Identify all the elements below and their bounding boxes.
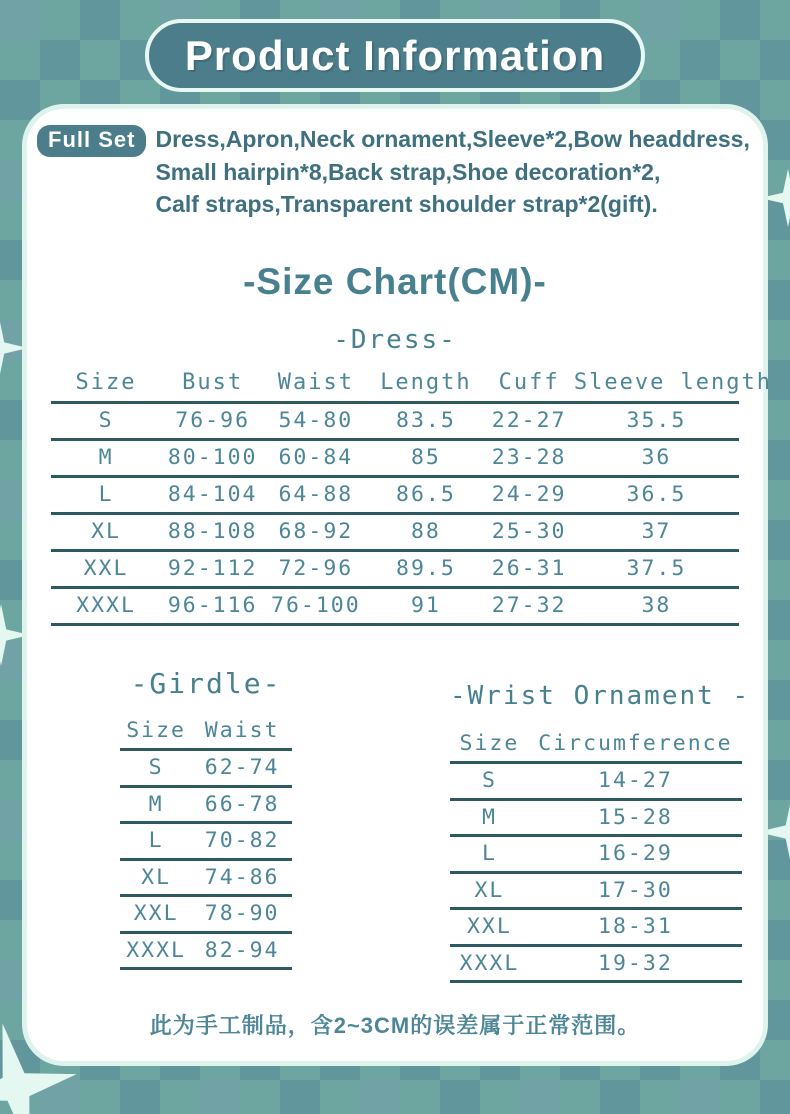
column-header: Size	[126, 718, 186, 743]
table-cell: 82-94	[204, 937, 280, 963]
page-title-banner	[145, 19, 645, 92]
table-row	[51, 476, 739, 513]
content-card	[22, 104, 773, 1066]
table-cell: 80-100	[167, 445, 258, 470]
table-row	[51, 550, 739, 587]
wrist-table-title: -Wrist Ornament -	[450, 681, 751, 711]
table-cell: 37.5	[626, 556, 687, 581]
table-cell: S	[148, 755, 164, 781]
girdle-table-title: -Girdle-	[130, 667, 282, 700]
table-cell: 23-28	[491, 445, 567, 470]
full-set-line: Dress,Apron,Neck ornament,Sleeve*2,Bow headdress,	[155, 126, 750, 152]
table-row	[51, 402, 739, 439]
table-cell: 19-32	[598, 950, 673, 976]
table-cell: 74-86	[204, 864, 280, 890]
table-cell: 26-31	[491, 556, 567, 581]
table-row	[120, 786, 292, 823]
table-cell: S	[481, 768, 497, 794]
table-cell: 27-32	[491, 593, 567, 618]
table-cell: 86.5	[396, 482, 456, 507]
table-cell: L	[481, 841, 497, 867]
column-header: Sleeve length	[573, 370, 773, 396]
column-header: Circumference	[538, 731, 733, 756]
table-cell: XXL	[466, 914, 512, 940]
table-cell: 64-88	[278, 482, 354, 507]
table-row	[450, 763, 742, 800]
column-header: Size	[75, 370, 137, 396]
table-cell: 76-96	[175, 408, 251, 433]
table-cell: XL	[474, 877, 505, 903]
table-cell: 78-90	[204, 901, 280, 927]
table-cell: L	[98, 482, 114, 507]
column-header: Waist	[277, 370, 354, 396]
table-row	[450, 945, 742, 982]
table-cell: 25-30	[491, 519, 567, 544]
table-cell: 88-108	[167, 519, 258, 544]
table-cell: 54-80	[278, 408, 354, 433]
table-cell: 66-78	[204, 791, 280, 817]
table-cell: 83.5	[396, 408, 456, 433]
full-set-badge: Full Set	[37, 125, 146, 157]
column-header: Size	[459, 731, 520, 756]
table-cell: 89.5	[396, 556, 456, 581]
table-cell: 91	[410, 593, 441, 618]
table-cell: M	[481, 804, 497, 830]
girdle-size-table	[120, 713, 292, 970]
table-row	[450, 909, 742, 946]
table-cell: 38	[641, 593, 672, 618]
table-cell: XXL	[133, 901, 179, 927]
dress-table-title: -Dress-	[333, 325, 457, 355]
table-cell: XXL	[83, 556, 129, 581]
wrist-size-table	[450, 726, 742, 983]
table-cell: M	[148, 791, 164, 817]
table-cell: XXXL	[76, 593, 136, 618]
page-title: Product Information	[184, 31, 606, 79]
table-cell: 92-112	[167, 556, 258, 581]
table-cell: 72-96	[278, 556, 354, 581]
table-row	[51, 587, 739, 624]
table-cell: L	[148, 828, 164, 854]
table-cell: 16-29	[598, 841, 673, 867]
full-set-line: Calf straps,Transparent shoulder strap*2(gift).	[155, 191, 658, 217]
table-row	[120, 859, 292, 896]
table-row	[120, 823, 292, 860]
dress-size-table	[51, 365, 773, 626]
table-header-row	[450, 726, 742, 763]
column-header: Length	[380, 370, 472, 396]
full-set-section	[37, 123, 757, 221]
table-cell: 96-116	[167, 593, 258, 618]
table-cell: 60-84	[278, 445, 354, 470]
full-set-line: Small hairpin*8,Back strap,Shoe decoration*2,	[155, 158, 661, 185]
table-cell: 88	[410, 519, 441, 544]
table-cell: 15-28	[598, 804, 673, 830]
table-cell: 36.5	[626, 482, 687, 507]
table-cell: 17-30	[598, 877, 673, 903]
table-header-row	[51, 365, 739, 402]
table-cell: 70-82	[204, 828, 280, 854]
table-cell: 68-92	[278, 519, 354, 544]
table-row	[120, 932, 292, 969]
table-row	[450, 836, 742, 873]
table-row	[51, 513, 739, 550]
table-row	[120, 750, 292, 787]
table-cell: 18-31	[598, 914, 673, 940]
size-chart-title: -Size Chart(CM)-	[243, 261, 547, 302]
table-cell: 14-27	[598, 768, 673, 794]
table-cell: 36	[641, 445, 672, 470]
table-cell: M	[98, 445, 114, 470]
table-cell: 35.5	[626, 408, 687, 433]
table-cell: XL	[91, 519, 121, 544]
wrist-ornament-section	[450, 681, 751, 983]
column-header: Cuff	[498, 370, 560, 396]
table-cell: XXXL	[126, 937, 186, 963]
handmade-tolerance-note: 此为手工制品，含2~3CM的误差属于正常范围。	[149, 1013, 641, 1038]
table-row	[450, 872, 742, 909]
table-cell: 24-29	[491, 482, 567, 507]
table-header-row	[120, 713, 292, 750]
column-header: Waist	[204, 718, 280, 743]
column-header: Bust	[182, 370, 244, 396]
table-row	[120, 896, 292, 933]
table-cell: XXXL	[459, 950, 520, 976]
table-row	[450, 799, 742, 836]
table-cell: 62-74	[204, 755, 280, 781]
full-set-description	[155, 123, 749, 221]
table-row	[51, 439, 739, 476]
table-cell: S	[98, 408, 114, 433]
girdle-section	[120, 667, 292, 970]
table-cell: 22-27	[491, 408, 567, 433]
table-cell: 37	[641, 519, 672, 544]
table-cell: 85	[410, 445, 441, 470]
table-cell: XL	[141, 864, 172, 890]
table-cell: 76-100	[271, 593, 361, 618]
table-cell: 84-104	[167, 482, 258, 507]
